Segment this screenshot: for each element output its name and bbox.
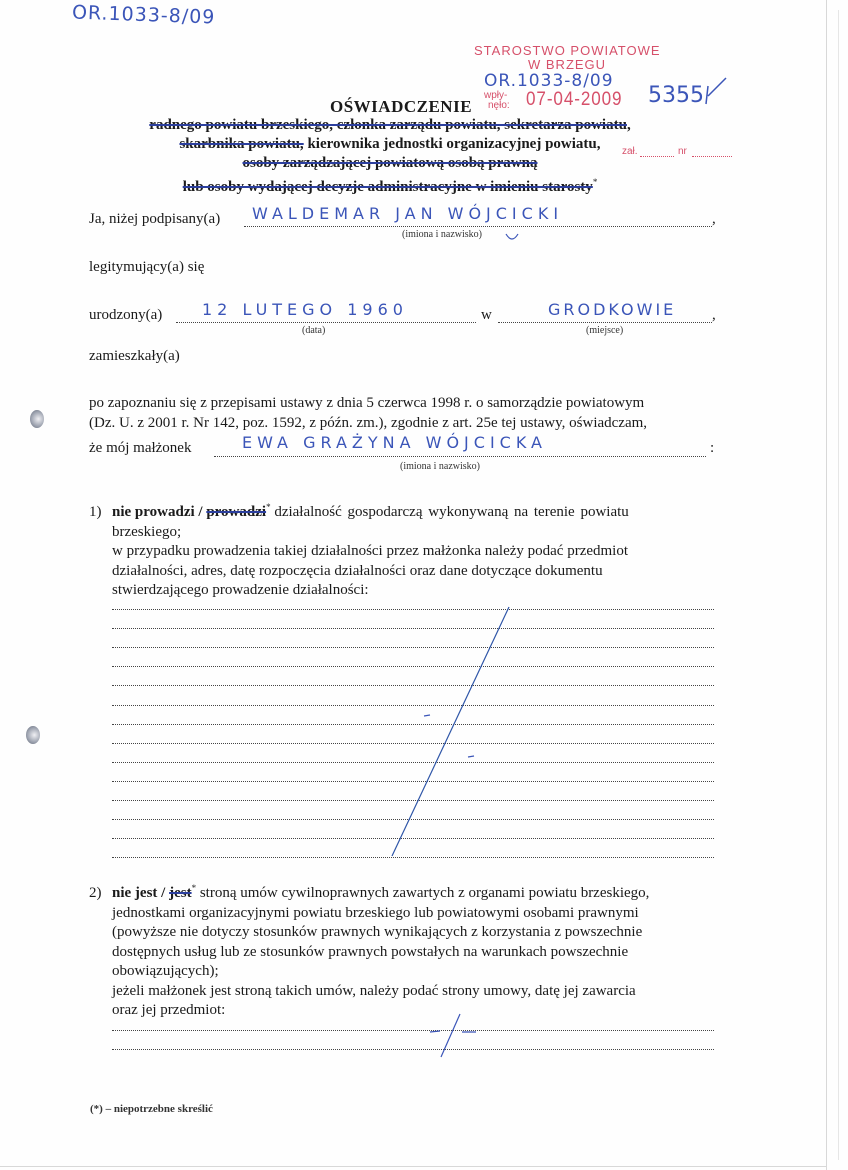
stamp-office-city: W BRZEGU (528, 57, 607, 72)
statement-intro-line-1: po zapoznaniu się z przepisami ustawy z dnia 5 czerwca 1998 r. o samorządzie powiatowym (89, 395, 645, 411)
punch-hole (26, 726, 40, 744)
header-line-3 (110, 155, 670, 172)
blank-answer-line[interactable] (112, 857, 714, 858)
header-comma: , (626, 117, 631, 133)
item-2-instruction-line-1: jeżeli małżonek jest stroną takich umów, należy podać strony umowy, datę jej zawarcia (112, 982, 636, 999)
born-date-caption: (data) (302, 325, 326, 336)
born-date-value[interactable]: 12 LUTEGO 1960 (202, 300, 408, 319)
header-line-2 (110, 136, 670, 153)
item-2-text-line-5: obowiązujących); (112, 963, 219, 979)
header-line-4 (110, 174, 670, 196)
item-1-pen-mark (424, 715, 430, 716)
item-1-text-line-2: brzeskiego; (112, 523, 182, 540)
stamp-received-date: 07-04-2009 (526, 89, 623, 110)
statement-intro-line-2: (Dz. U. z 2001 r. Nr 142, poz. 1592, z późn. zm.), zgodnie z art. 25e tej ustawy, oświadczam, (89, 415, 648, 431)
born-label: urodzony(a) (89, 307, 163, 323)
item-1-line-1 (112, 503, 716, 523)
struck-role-councillor: radnego powiatu brzeskiego, członka zarządu powiatu, sekretarza powiatu (149, 117, 627, 133)
blank-answer-line[interactable] (112, 685, 714, 686)
registry-number: 5355 (648, 83, 704, 108)
blank-answer-line[interactable] (112, 1030, 714, 1031)
item-1-marker: * (266, 502, 271, 512)
item-1-struck-option: prowadzi (206, 504, 267, 520)
residence-label: zamieszkały(a) (89, 348, 180, 364)
item-2-line-1 (112, 884, 716, 904)
stamp-number-field (692, 156, 732, 157)
item-1-text-line-1: działalność gospodarczą wykonywaną na terenie powiatu (274, 504, 629, 520)
item-2-instruction-line-2: oraz jej przedmiot: (112, 1002, 226, 1018)
stamp-handwritten-case-number: OR.1033-8/09 (484, 71, 614, 91)
item-2-struck-option: jest (169, 885, 192, 901)
item-1-instruction-line-3: stwierdzającego prowadzenie działalności: (112, 582, 369, 598)
stamp-attachments-label: zał. (622, 146, 638, 157)
born-place-value[interactable]: GRODKOWIE (548, 300, 677, 319)
spouse-label: że mój małżonek (89, 440, 192, 456)
spouse-field-line (214, 456, 706, 457)
spouse-caption: (imiona i nazwisko) (400, 461, 480, 472)
footer-note: (*) – niepotrzebne skreślić (90, 1103, 213, 1115)
blank-answer-line[interactable] (112, 819, 714, 820)
blank-answer-line[interactable] (112, 1049, 714, 1050)
item-1-text (112, 503, 716, 601)
stamp-received-label (484, 91, 510, 111)
item-2-text-line-2: jednostkami organizacyjnymi powiatu brzeskiego lub powiatowymi osobami prawnymi (112, 904, 639, 921)
born-place-field-line (498, 322, 712, 323)
struck-role-treasurer: skarbnika powiatu, (179, 136, 304, 152)
blank-answer-line[interactable] (112, 609, 714, 610)
struck-role-manager: osoby zarządzającej powiatową osobą prawną (242, 155, 538, 171)
born-place-caption: (miejsce) (586, 325, 624, 336)
born-in-label: w (481, 307, 492, 323)
item-2-pen-mark (430, 1031, 476, 1032)
item-2-number: 2) (89, 885, 102, 901)
item-1-number: 1) (89, 504, 102, 520)
id-label: legitymujący(a) się (89, 259, 205, 275)
blank-answer-line[interactable] (112, 743, 714, 744)
signatory-value[interactable]: WALDEMAR JAN WÓJCICKI (252, 204, 564, 223)
signatory-caption: (imiona i nazwisko) (402, 229, 482, 240)
blank-answer-line[interactable] (112, 705, 714, 706)
kept-role-unit-head: kierownika jednostki organizacyjnej powiatu, (303, 136, 601, 152)
signatory-field-line (244, 226, 712, 227)
blank-answer-line[interactable] (112, 800, 714, 801)
stamp-number-label: nr (678, 146, 687, 157)
blank-answer-line[interactable] (112, 724, 714, 725)
blank-answer-line[interactable] (112, 838, 714, 839)
spouse-value[interactable]: EWA GRAŻYNA WÓJCICKA (242, 433, 547, 452)
item-2-text-line-3: (powyższe nie dotyczy stosunków prawnych wynikających z korzystania z powszechnie (112, 924, 643, 940)
born-place-comma: , (712, 307, 716, 323)
item-2-kept-option: nie jest / (112, 885, 166, 901)
signatory-label: Ja, niżej podpisany(a) (89, 211, 221, 227)
stamp-received-label-1: wpły- (484, 90, 508, 101)
item-1-instruction-line-2: działalności, adres, datę rozpoczęcia działalności oraz dane dotyczące dokumentu (112, 562, 603, 579)
signatory-comma: , (712, 211, 716, 227)
stamp-office-name: STAROSTWO POWIATOWE (474, 43, 661, 58)
item-1-kept-option: nie prowadzi / (112, 504, 203, 520)
blank-answer-line[interactable] (112, 647, 714, 648)
born-date-field-line (176, 322, 476, 323)
item-2-text-line-4: dostępnych usług lub ze stosunków prawnych powstałych na warunkach powszechnie (112, 943, 629, 960)
blank-answer-line[interactable] (112, 781, 714, 782)
signatory-pen-flourish (506, 234, 518, 239)
item-2-text (112, 884, 716, 1021)
handwritten-case-number: OR.1033-8/09 (71, 1, 216, 29)
struck-role-decision-maker: lub osoby wydającej decyzje administracyjne w imieniu starosty (182, 179, 593, 195)
paper-edge (0, 1166, 826, 1167)
blank-answer-line[interactable] (112, 628, 714, 629)
item-2-text-line-1: stroną umów cywilnoprawnych zawartych z organami powiatu brzeskiego, (199, 885, 650, 901)
item-1-instruction-line-1: w przypadku prowadzenia takiej działalności przez małżonka należy podać przedmiot (112, 543, 629, 559)
item-2-marker: * (191, 883, 197, 893)
stamp-received-label-2: nęło: (488, 100, 510, 111)
blank-answer-line[interactable] (112, 666, 714, 667)
blank-answer-line[interactable] (112, 762, 714, 763)
document-title: OŚWIADCZENIE (330, 97, 473, 116)
spouse-colon: : (710, 440, 715, 456)
footnote-marker: * (592, 177, 598, 187)
punch-hole (30, 410, 44, 428)
paper-edge (838, 10, 839, 1160)
item-1-pen-mark (468, 756, 474, 757)
header-line-1 (110, 117, 670, 134)
paper-edge (826, 0, 827, 1170)
